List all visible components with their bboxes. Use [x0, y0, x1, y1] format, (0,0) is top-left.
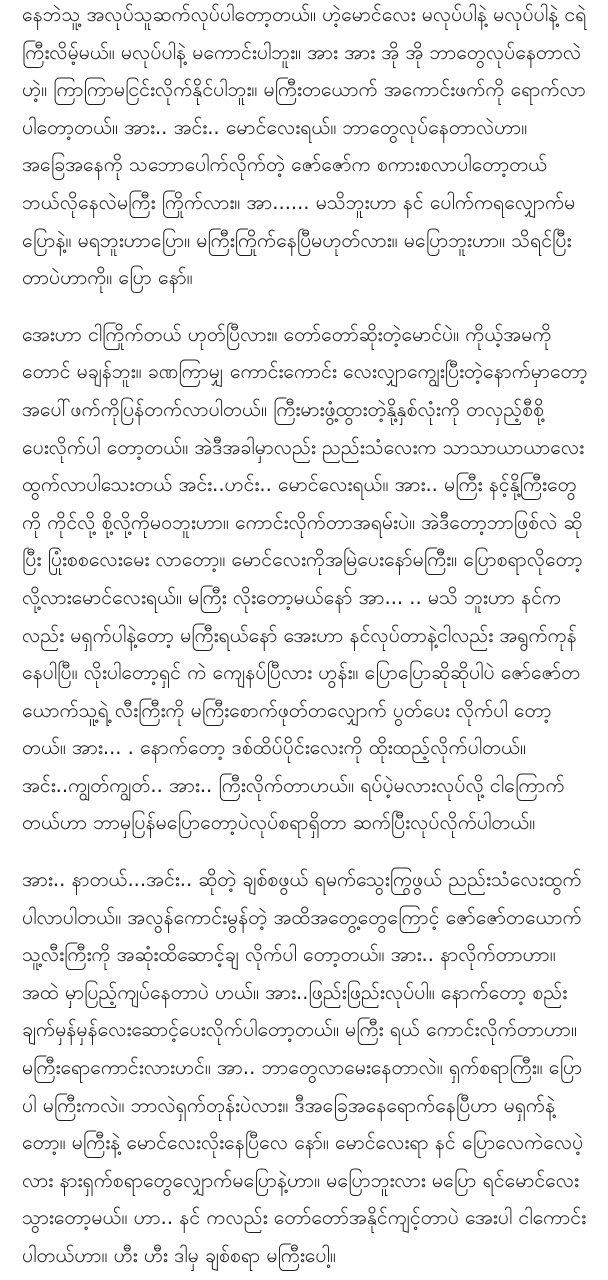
- paragraph-2: အေးဟာ ငါကြိုက်တယ် ဟုတ်ပြီလား။ တော်တော်ဆိုးတဲ့မောင်ပဲ။ ကိုယ့်အမကိုတောင် မချန်ဘူး။ ခဏကြာမျှ ကောင်းကောင်း လေးလျှာကျွေးပြီးတဲ့နောက်မှာတော့ အပေါ်ဖက်ကိုပြန်တက်လာပါတယ်။ ကြီးမားဖွံ့ထွားတဲ့နို့နှစ်လုံးကို တလှည့်စီစို့ပေးလိုက်ပါ တော့တယ်။ အဲဒီအခါမှာလည်း ညည်းသံလေးက သာသာယာယာလေးထွက်လာပါသေးတယ် အင်း..ဟင်း.. မောင်လေးရယ်။ အား.. မကြီး နင့်နို့ကြီးတွေကို ကိုင်လို့ စို့လို့ကိုမဝဘူးဟာ။ ကောင်းလိုက်တာအရမ်းပဲ။ အဲဒီတော့ဘာဖြစ်လဲ ဆိုပြီး ပြုံးစစလေးမေး လာတော့။ မောင်လေးကိုအမြဲပေးနော်မကြီး။ ပြောစရာလိုတော့လို့လားမောင်လေးရယ်။ မကြီး လိုးတော့မယ်နော် အာ... .. မသိ ဘူးဟာ နင်ကလည်း မရှက်ပါနဲ့တော့ မကြီးရယ်နော် အေးဟာ နင်လုပ်တာနဲ့ငါလည်း အရွက်ကုန်နေပါပြီ။ လိုးပါတော့ရှင် ကဲ ကျေနပ်ပြီလား ဟွန်း။ ပြောပြောဆိုဆိုပါပဲ ဇော်ဇော်တယောက်သူ့ရဲ့ လီးကြီးကို မကြီးစောက်ဖုတ်တလျှောက် ပွတ်ပေး လိုက်ပါ တော့တယ်။ အား... . နောက်တော့ ဒစ်ထိပ်ပိုင်းလေးကို ထိုးထည့်လိုက်ပါတယ်။ အင်း..ကျွတ်ကျွတ်.. အား.. ကြီးလိုက်တာဟယ်။ ရပ်ပဲ့မလားလုပ်လို့ ငါကြောက်တယ်ဟာ ဘာမှပြန်မပြောတော့ပဲလုပ်စရာရှိတာ ဆက်ပြီးလုပ်လိုက်ပါတယ်။: [22, 322, 588, 835]
- paragraph-1: နေဘဲသူ့ အလုပ်သူဆက်လုပ်ပါတော့တယ်။ ဟဲ့မောင်လေး မလုပ်ပါနဲ့ မလုပ်ပါနဲ့ ငရဲ ကြီးလိမ့်မယ်။ မလုပ်ပါနဲ့ မကောင်းပါဘူး။ အား အား အို အို ဘာတွေလုပ်နေတာလဲ ဟဲ့။ ကြာကြာမငြင်းလိုက်နိုင်ပါဘူး။ မကြီးတယောက် အကောင်းဖက်ကို ရောက်လာပါတော့တယ်။ အား.. အင်း.. မောင်လေးရယ်။ ဘာတွေလုပ်နေတာလဲဟာ။ အခြေအနေကို သဘောပေါက်လိုက်တဲ့ ဇော်ဇော်က စကားစလာပါတော့တယ် ဘယ်လိုနေလဲမကြီး ကြိုက်လား။ အာ...... မသိဘူးဟာ နင် ပေါက်ကရလျှောက်မပြောနဲ့။ မရဘူးဟာပြော။ မကြီးကြိုက်နေပြီမဟုတ်လား။ မပြောဘူးဟာ။ သိရင်ပြီးတာပဲဟာကို။ ပြော နော်။: [22, 3, 587, 290]
- paragraph-3: အား.. နာတယ်...အင်း.. ဆိုတဲ့ ချစ်စဖွယ် ရမက်သွေးကြွဖွယ် ညည်းသံလေးထွက်ပါလာပါတယ်။ အလွန်ကောင်းမွန်တဲ့ အထိအတွေ့တွေကြောင့် ဇော်ဇော်တယောက်သူ့လီးကြီးကို အဆုံးထိဆောင့်ချ လိုက်ပါ တော့တယ်။ အား.. နာလိုက်တာဟာ။ အထဲ မှာပြည့်ကျပ်နေတာပဲ ဟယ်။ အား..ဖြည်းဖြည်းလုပ်ပါ။ နောက်တော့ စည်းချက်မှန်မှန်လေးဆောင့်ပေးလိုက်ပါတော့တယ်။ မကြီး ရယ် ကောင်းလိုက်တာဟာ။ မကြီးရောကောင်းလားဟင်။ အာ.. ဘာတွေလာမေးနေတာလဲ။ ရှက်စရာကြီး။ ပြောပါ မကြီးကလဲ။ ဘာလဲရှက်တုန်းပဲလား။ ဒီအခြေအနေရောက်နေပြီဟာ မရှက်နဲ့တော့။ မကြီးနဲ့ မောင်လေးလိုးနေပြီလေ နော်။ မောင်လေးရာ နင် ပြောလေကဲလေပဲ့လား နားရှက်စရာတွေလျှောက်မပြောနဲ့ဟာ။ မပြောဘူးလား မပြော ရင်မောင်လေး သွားတော့မယ်။ ဟာ.. နင် ကလည်း တော်တော်အနိုင်ကျင့်တာပဲ အေးပါ ငါကောင်းပါတယ်ဟာ။ ဟီး ဟီး ဒါမှ ချစ်စရာ မကြီးပေါ့။: [22, 868, 587, 1267]
